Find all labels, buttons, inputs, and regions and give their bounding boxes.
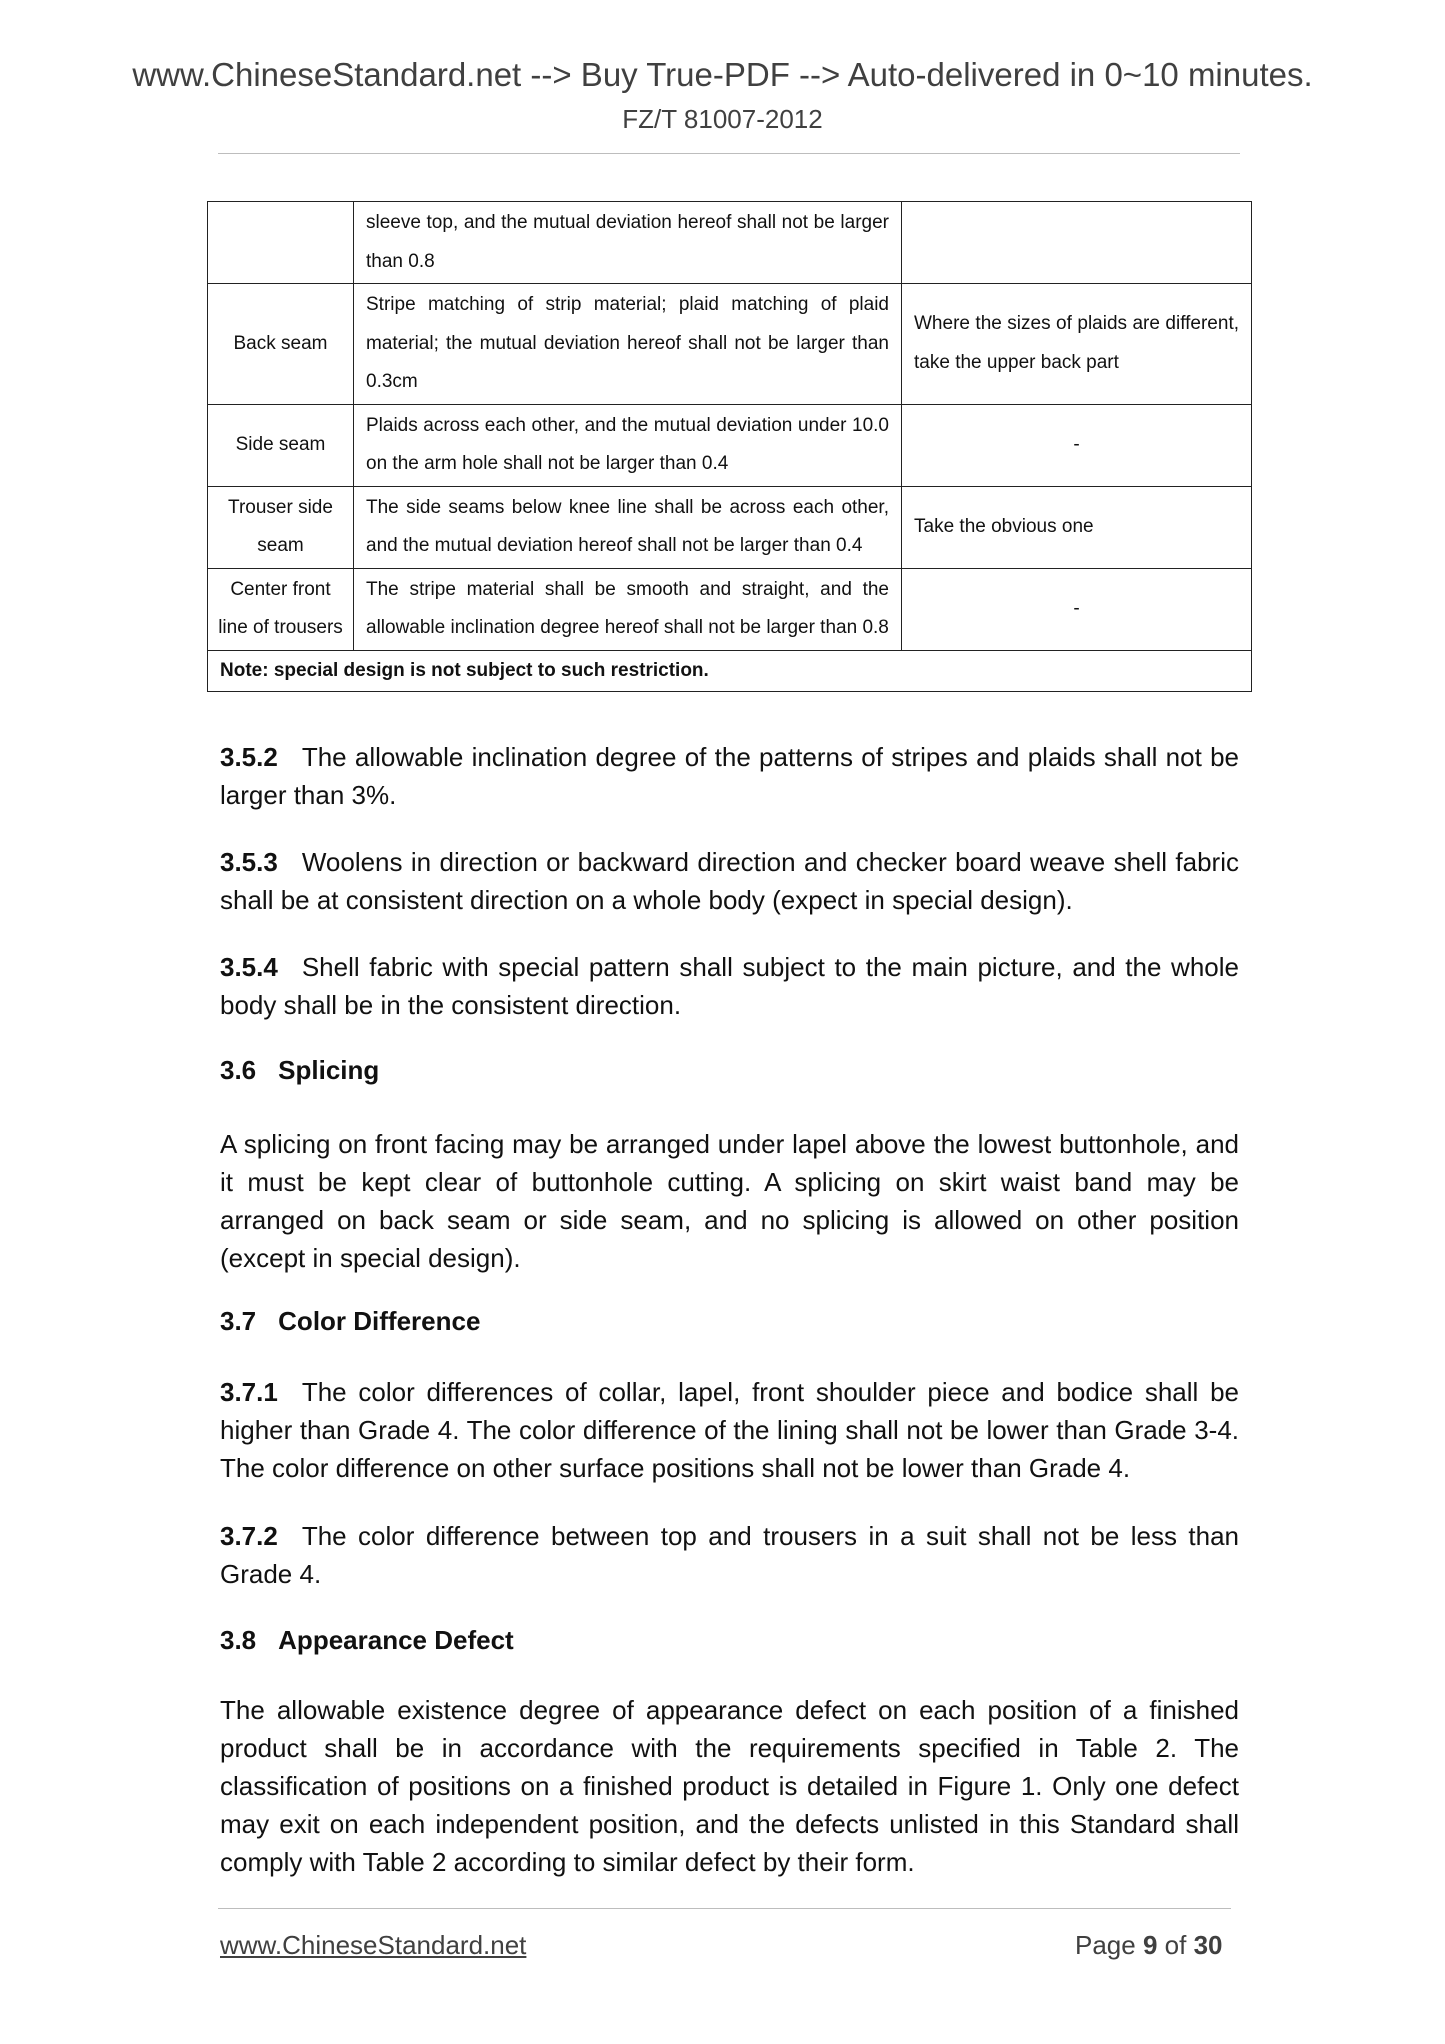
section-number: 3.6 <box>220 1055 257 1085</box>
clause-number: 3.7.1 <box>220 1377 278 1407</box>
section-heading-3-8 <box>220 1625 514 1656</box>
clause-3-5-2 <box>220 738 1239 814</box>
requirements-table <box>207 201 1252 692</box>
header-divider <box>218 153 1240 154</box>
clause-3-5-4 <box>220 948 1239 1024</box>
clause-text: The allowable inclination degree of the patterns of stripes and plaids shall not be larger than 3%. <box>220 742 1239 810</box>
page-current: 9 <box>1142 1930 1158 1960</box>
table-note: Note: special design is not subject to such restriction. <box>208 650 1252 691</box>
clause-number: 3.5.4 <box>220 952 278 982</box>
section-number: 3.7 <box>220 1306 257 1336</box>
section-number: 3.8 <box>220 1625 257 1655</box>
table-cell-requirement: Plaids across each other, and the mutual deviation under 10.0 on the arm hole shall not be larger than 0.4 <box>354 404 902 486</box>
table-cell-position <box>208 202 354 284</box>
clause-3-5-3 <box>220 843 1239 919</box>
clause-text: The color difference between top and trousers in a suit shall not be less than Grade 4. <box>220 1521 1239 1589</box>
page-label: Page <box>1075 1930 1143 1960</box>
clause-number: 3.5.2 <box>220 742 278 772</box>
section-title: Splicing <box>278 1055 380 1085</box>
table-cell-remark <box>902 202 1252 284</box>
page-separator: of <box>1157 1930 1194 1960</box>
clause-text: Shell fabric with special pattern shall subject to the main picture, and the whole body shall be in the consistent direction. <box>220 952 1239 1020</box>
clause-number: 3.5.3 <box>220 847 278 877</box>
table-cell-remark: - <box>902 404 1252 486</box>
clause-3-7-2 <box>220 1517 1239 1593</box>
table-row <box>208 486 1252 568</box>
header-banner: www.ChineseStandard.net --> Buy True-PDF --> Auto-delivered in 0~10 minutes. <box>132 56 1313 93</box>
table-cell-position: Side seam <box>208 404 354 486</box>
table-cell-position: Center front line of trousers <box>208 568 354 650</box>
footer-website-link[interactable]: www.ChineseStandard.net <box>220 1930 527 1960</box>
table-cell-requirement: Stripe matching of strip material; plaid matching of plaid material; the mutual deviation hereof shall not be larger than 0.3cm <box>354 284 902 405</box>
table-cell-remark: Where the sizes of plaids are different, take the upper back part <box>902 284 1252 405</box>
clause-3-8-text: The allowable existence degree of appearance defect on each position of a finished product shall be in accordance with the requirements specified in Table 2. The classification of positions on a finished product is detailed in Figure 1. Only one defect may exit on each independent position, and the defects unlisted in this Standard shall comply with Table 2 according to similar defect by their form. <box>220 1695 1239 1877</box>
table-cell-requirement: The side seams below knee line shall be across each other, and the mutual deviation hereof shall not be larger than 0.4 <box>354 486 902 568</box>
table-cell-requirement: The stripe material shall be smooth and straight, and the allowable inclination degree hereof shall not be larger than 0.8 <box>354 568 902 650</box>
section-title: Appearance Defect <box>278 1625 514 1655</box>
table-cell-remark: - <box>902 568 1252 650</box>
clause-text: Woolens in direction or backward direction and checker board weave shell fabric shall be at consistent direction on a whole body (expect in special design). <box>220 847 1239 915</box>
footer-divider <box>218 1908 1231 1909</box>
table-row <box>208 202 1252 284</box>
clause-3-6-text: A splicing on front facing may be arranged under lapel above the lowest buttonhole, and it must be kept clear of buttonhole cutting. A splicing on skirt waist band may be arranged on back seam or side seam, and no splicing is allowed on other position (except in special design). <box>220 1129 1239 1273</box>
table-cell-remark: Take the obvious one <box>902 486 1252 568</box>
page-number <box>1075 1930 1222 1961</box>
section-heading-3-6 <box>220 1055 379 1086</box>
table-row <box>208 404 1252 486</box>
standard-code: FZ/T 81007-2012 <box>622 104 823 134</box>
table-cell-position: Trouser side seam <box>208 486 354 568</box>
table-cell-position: Back seam <box>208 284 354 405</box>
clause-number: 3.7.2 <box>220 1521 278 1551</box>
clause-text: The color differences of collar, lapel, front shoulder piece and bodice shall be higher than Grade 4. The color difference of the lining shall not be lower than Grade 3-4. The color difference on other surface positions shall not be lower than Grade 4. <box>220 1377 1239 1483</box>
section-title: Color Difference <box>278 1306 481 1336</box>
page-total: 30 <box>1193 1930 1223 1960</box>
table-cell-requirement: sleeve top, and the mutual deviation hereof shall not be larger than 0.8 <box>354 202 902 284</box>
section-heading-3-7 <box>220 1306 480 1337</box>
clause-3-7-1 <box>220 1373 1239 1487</box>
table-row <box>208 568 1252 650</box>
table-note-row <box>208 650 1252 691</box>
table-row <box>208 284 1252 405</box>
